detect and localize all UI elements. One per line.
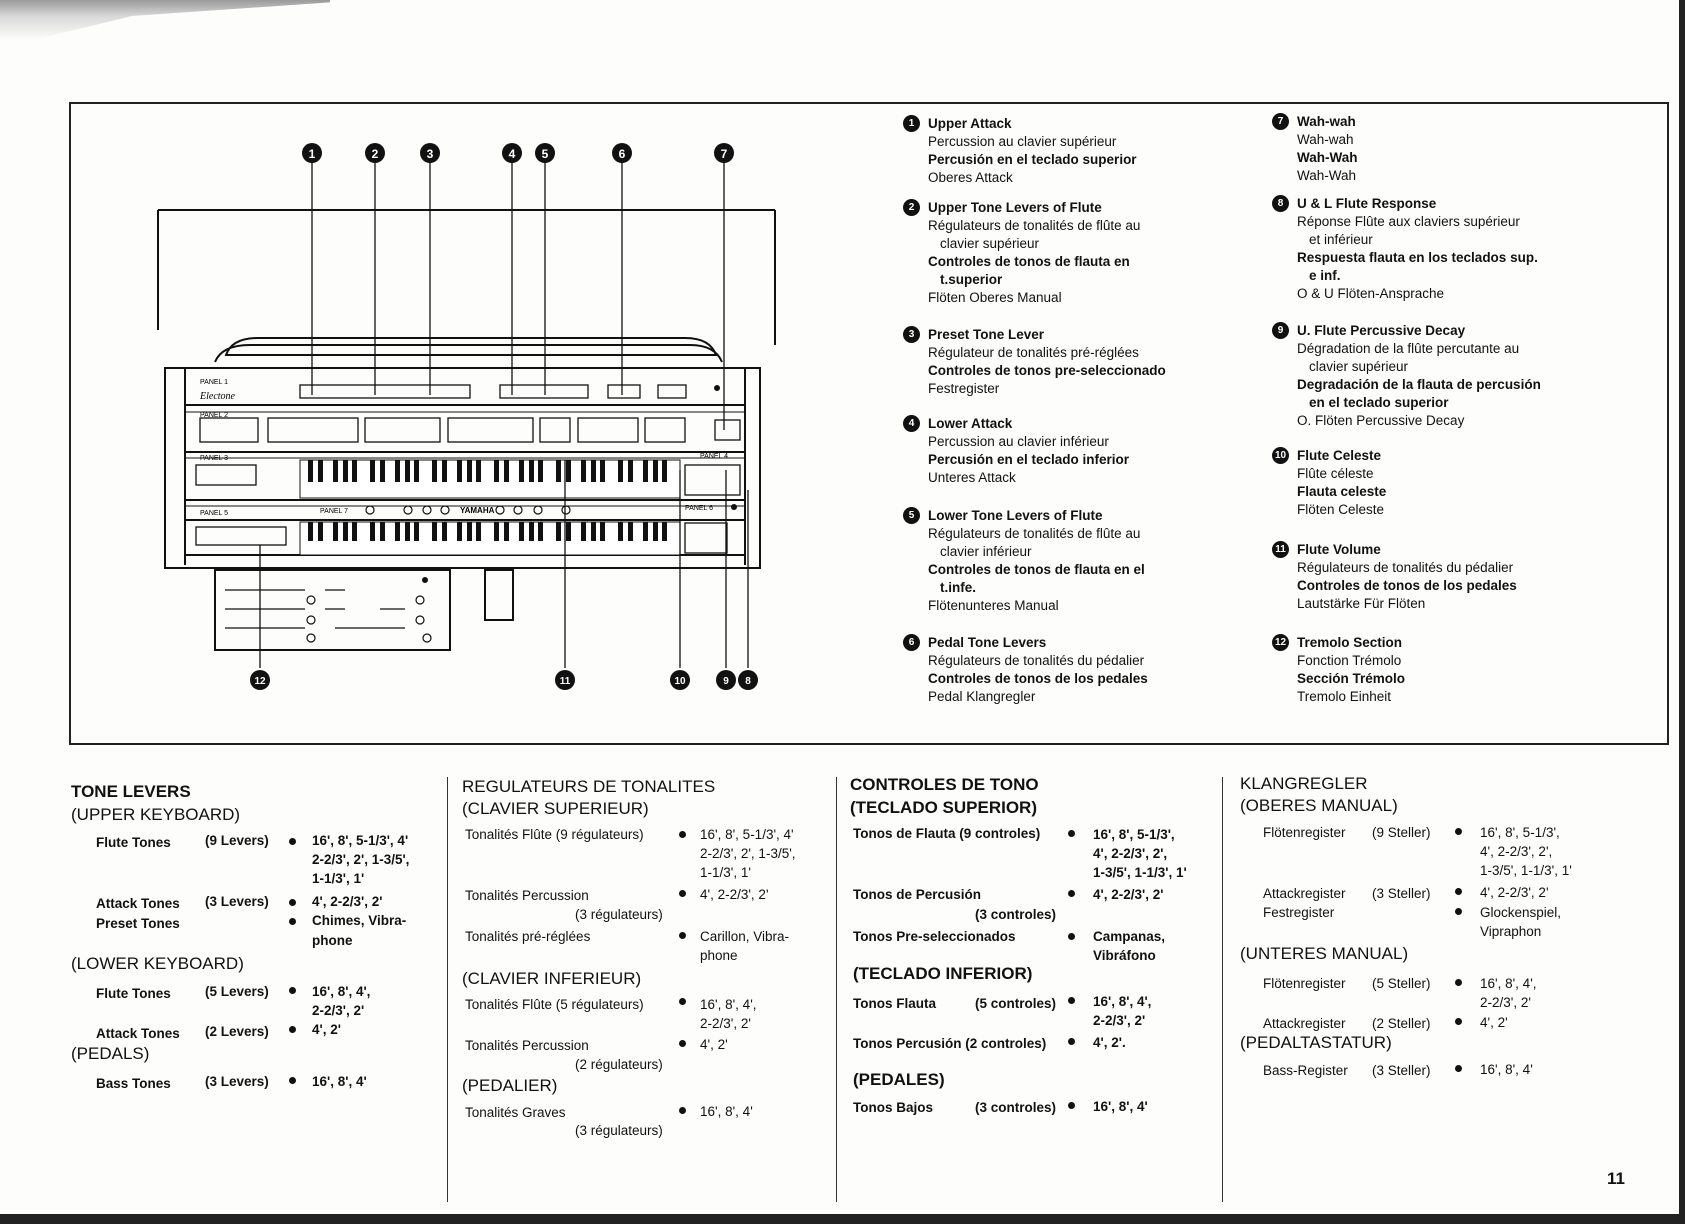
row-value: phone: [700, 948, 738, 963]
row-count: (2 Levers): [205, 1024, 269, 1039]
row-value: phone: [312, 933, 353, 948]
bullet: [1455, 1018, 1462, 1025]
row-name: Tonalités Percussion: [465, 1038, 589, 1053]
row-name: Flötenregister: [1263, 976, 1346, 991]
row-count: (3 régulateurs): [575, 907, 663, 922]
row-value: 2-2/3', 2': [700, 1016, 751, 1031]
callout-4: 4: [508, 147, 516, 161]
row-name: Tonalités Percussion: [465, 888, 589, 903]
bullet: [679, 932, 686, 939]
row-value: 16', 8', 4': [1480, 1062, 1533, 1077]
page-number: 11: [1607, 1169, 1625, 1188]
row-name: Attackregister: [1263, 1016, 1346, 1031]
bullet: [1455, 1065, 1462, 1072]
callout-2: 2: [371, 147, 379, 161]
row-count: (3 Steller): [1372, 886, 1431, 901]
row-value: 4', 2': [312, 1022, 341, 1037]
electone-logo: Electone: [200, 391, 235, 402]
legend-item-2: 2 Upper Tone Levers of Flute Régulateurs de tonalités de flûte au clavier supérieur Controles de tonos de flauta en t.superior Flöten Oberes Manual: [903, 199, 1223, 307]
row-value: 4', 2'.: [1093, 1035, 1126, 1050]
row-count: (3 régulateurs): [575, 1123, 663, 1138]
row-value: 16', 8', 5-1/3', 4': [700, 827, 794, 842]
row-name: Tonalités pré-réglées: [465, 929, 591, 944]
row-value: 2-2/3', 2': [312, 1003, 365, 1018]
row-name: Tonos de Flauta (9 controles): [853, 826, 1041, 841]
bullet: [1068, 997, 1075, 1004]
section-heading: (PEDALTASTATUR): [1240, 1033, 1392, 1052]
row-value: 16', 8', 4',: [1480, 976, 1537, 991]
row-name: Tonos de Percusión: [853, 887, 982, 902]
row-name: Attack Tones: [96, 896, 180, 911]
row-value: 2-2/3', 2': [1480, 995, 1531, 1010]
row-count: (3 controles): [975, 1100, 1057, 1115]
row-value: 2-2/3', 2': [1093, 1013, 1146, 1028]
row-value: 16', 8', 4',: [700, 997, 757, 1012]
row-count: (9 Levers): [205, 833, 269, 848]
bullet: [679, 831, 686, 838]
legend-item-10: 10 Flute Celeste Flûte céleste Flauta celeste Flöten Celeste: [1272, 447, 1592, 519]
row-count: (9 Steller): [1372, 825, 1431, 840]
row-value: Vipraphon: [1480, 924, 1542, 939]
yamaha-logo: YAMAHA: [460, 506, 495, 515]
panel-label-1: PANEL 1: [200, 379, 229, 386]
row-value: 16', 8', 4': [312, 1074, 367, 1089]
panel-label-3: PANEL 3: [200, 455, 229, 462]
callout-8: 8: [745, 676, 751, 687]
row-name: Attackregister: [1263, 886, 1346, 901]
section-heading: (LOWER KEYBOARD): [71, 954, 244, 973]
section-title: REGULATEURS DE TONALITES: [462, 777, 716, 796]
row-value: 16', 8', 4',: [1093, 994, 1152, 1009]
bullet: [289, 899, 296, 906]
row-name: Attack Tones: [96, 1026, 180, 1041]
section-title: KLANGREGLER: [1240, 774, 1368, 793]
panel-label-7: PANEL 7: [320, 508, 349, 515]
music-rack: [158, 210, 775, 345]
callout-5: 5: [541, 147, 549, 161]
row-value: Chimes, Vibra-: [312, 913, 407, 928]
row-value: 4', 2-2/3', 2',: [1093, 846, 1168, 861]
row-count: (3 Steller): [1372, 1063, 1431, 1078]
bullet: [679, 998, 686, 1005]
legend-item-4: 4 Lower Attack Percussion au clavier inférieur Percusión en el teclado inferior Unteres Attack: [903, 415, 1223, 487]
section-heading: (OBERES MANUAL): [1240, 796, 1398, 815]
bullet: [289, 987, 296, 994]
page-edge-bottom: [0, 1214, 1685, 1224]
row-name: Tonos Bajos: [853, 1100, 934, 1115]
bullet: [1068, 1038, 1075, 1045]
row-value: 2-2/3', 2', 1-3/5',: [312, 852, 410, 867]
row-value: 4', 2-2/3', 2': [1093, 887, 1164, 902]
section-heading: (PEDALIER): [462, 1076, 558, 1095]
row-value: Carillon, Vibra-: [700, 929, 790, 944]
row-count: (2 Steller): [1372, 1016, 1431, 1031]
organ-diagram: [0, 0, 900, 720]
section-heading: (UNTERES MANUAL): [1240, 944, 1409, 963]
bullet: [1455, 888, 1462, 895]
bullet: [1455, 979, 1462, 986]
legend-item-5: 5 Lower Tone Levers of Flute Régulateurs de tonalités de flûte au clavier inférieur Controles de tonos de flauta en el t.infe. Flötenunteres Manual: [903, 507, 1223, 615]
section-title: CONTROLES DE TONO: [850, 775, 1039, 794]
panel-label-2: PANEL 2: [200, 412, 229, 419]
bullet: [289, 1077, 296, 1084]
legend-item-3: 3 Preset Tone Lever Régulateur de tonalités pré-réglées Controles de tonos pre-seleccionado Festregister: [903, 326, 1223, 398]
bullet: [1068, 1102, 1075, 1109]
bullet: [1455, 908, 1462, 915]
row-value: 1-1/3', 1': [312, 871, 365, 886]
legend-item-6: 6 Pedal Tone Levers Régulateurs de tonalités du pédalier Controles de tonos de los pedales Pedal Klangregler: [903, 634, 1223, 706]
bullet: [679, 1040, 686, 1047]
row-value: 4', 2-2/3', 2': [700, 887, 769, 902]
legend-item-12: 12 Tremolo Section Fonction Trémolo Sección Trémolo Tremolo Einheit: [1272, 634, 1592, 706]
panel-label-4: PANEL 4: [700, 453, 729, 460]
bullet: [1455, 828, 1462, 835]
legend-item-11: 11 Flute Volume Régulateurs de tonalités du pédalier Controles de tonos de los pedales Lautstärke Für Flöten: [1272, 541, 1592, 613]
bullet: [1068, 830, 1075, 837]
section-heading: (UPPER KEYBOARD): [71, 805, 241, 824]
row-count: (5 Steller): [1372, 976, 1431, 991]
callout-10: 10: [674, 676, 686, 687]
row-name: Tonalités Flûte (5 régulateurs): [465, 997, 644, 1012]
section-heading: (PEDALS): [71, 1044, 150, 1063]
row-value: 16', 8', 5-1/3', 4': [312, 833, 409, 848]
callout-6: 6: [618, 147, 626, 161]
row-name: Tonalités Graves: [465, 1105, 566, 1120]
callout-11: 11: [559, 676, 571, 687]
row-value: Campanas,: [1093, 929, 1166, 944]
bullet: [289, 1026, 296, 1033]
callout-7: 7: [720, 147, 728, 161]
row-value: 2-2/3', 2', 1-3/5',: [700, 846, 796, 861]
legend-item-7: 7 Wah-wah Wah-wah Wah-Wah Wah-Wah: [1272, 113, 1592, 185]
legend-item-9: 9 U. Flute Percussive Decay Dégradation de la flûte percutante au clavier supérieur Degradación de la flauta de percusión en el teclado superior O. Flöten Percussive Decay: [1272, 322, 1592, 430]
section-heading: (TECLADO SUPERIOR): [850, 798, 1037, 817]
row-count: (3 Levers): [205, 1074, 269, 1089]
row-name: Flute Tones: [96, 986, 171, 1001]
row-value: 1-3/5', 1-1/3', 1': [1480, 863, 1572, 878]
row-count: (5 Levers): [205, 984, 269, 999]
row-value: 16', 8', 5-1/3',: [1480, 825, 1560, 840]
row-name: Tonos Pre-seleccionados: [853, 929, 1016, 944]
bullet: [289, 918, 296, 925]
row-value: 4', 2-2/3', 2': [1480, 885, 1549, 900]
column-divider: [447, 777, 448, 1202]
row-value: 16', 8', 4',: [312, 984, 371, 999]
page-edge: [1679, 0, 1685, 1224]
callout-3: 3: [426, 147, 434, 161]
row-value: 4', 2-2/3', 2',: [1480, 844, 1553, 859]
row-value: 4', 2-2/3', 2': [312, 894, 383, 909]
section-heading: (TECLADO INFERIOR): [853, 964, 1033, 983]
row-value: 1-1/3', 1': [700, 865, 751, 880]
bullet: [1068, 890, 1075, 897]
row-value: 16', 8', 4': [1093, 1099, 1148, 1114]
callout-12: 12: [254, 676, 266, 687]
panel-label-6: PANEL 6: [685, 505, 714, 512]
section-heading: (CLAVIER INFERIEUR): [462, 969, 642, 988]
callout-1: 1: [308, 147, 316, 161]
row-name: Bass-Register: [1263, 1063, 1348, 1078]
section-heading: (CLAVIER SUPERIEUR): [462, 799, 649, 818]
section-heading: (PEDALES): [853, 1070, 945, 1089]
row-name: Tonalités Flûte (9 régulateurs): [465, 827, 644, 842]
panel-label-5: PANEL 5: [200, 510, 229, 517]
legend-item-8: 8 U & L Flute Response Réponse Flûte aux claviers supérieur et inférieur Respuesta flauta en los teclados sup. e inf. O & U Flöten-Ansprache: [1272, 195, 1592, 303]
row-count: (3 Levers): [205, 894, 269, 909]
row-value: Glockenspiel,: [1480, 905, 1562, 920]
bullet: [679, 890, 686, 897]
section-title: TONE LEVERS: [71, 782, 191, 801]
callout-9: 9: [723, 676, 729, 687]
pedal-panel: [215, 570, 450, 650]
row-value: 4', 2': [1480, 1015, 1508, 1030]
column-divider: [836, 777, 837, 1202]
row-name: Preset Tones: [96, 916, 180, 931]
row-count: (3 controles): [975, 907, 1057, 922]
row-name: Tonos Percusión (2 controles): [853, 1036, 1047, 1051]
row-name: Flötenregister: [1263, 825, 1346, 840]
column-divider: [1222, 777, 1223, 1202]
row-value: 4', 2': [700, 1037, 728, 1052]
row-count: (2 régulateurs): [575, 1057, 663, 1072]
bullet: [289, 838, 296, 845]
row-value: 16', 8', 5-1/3',: [1093, 827, 1175, 842]
bullet: [679, 1107, 686, 1114]
row-name: Tonos Flauta: [853, 996, 936, 1011]
row-name: Bass Tones: [96, 1076, 171, 1091]
row-name: Festregister: [1263, 905, 1335, 920]
bullet: [1068, 933, 1075, 940]
row-value: Vibráfono: [1093, 948, 1156, 963]
row-value: 1-3/5', 1-1/3', 1': [1093, 865, 1187, 880]
legend-item-1: 1 Upper Attack Percussion au clavier supérieur Percusión en el teclado superior Oberes Attack: [903, 115, 1223, 187]
row-name: Flute Tones: [96, 835, 171, 850]
row-count: (5 controles): [975, 996, 1057, 1011]
row-value: 16', 8', 4': [700, 1104, 753, 1119]
